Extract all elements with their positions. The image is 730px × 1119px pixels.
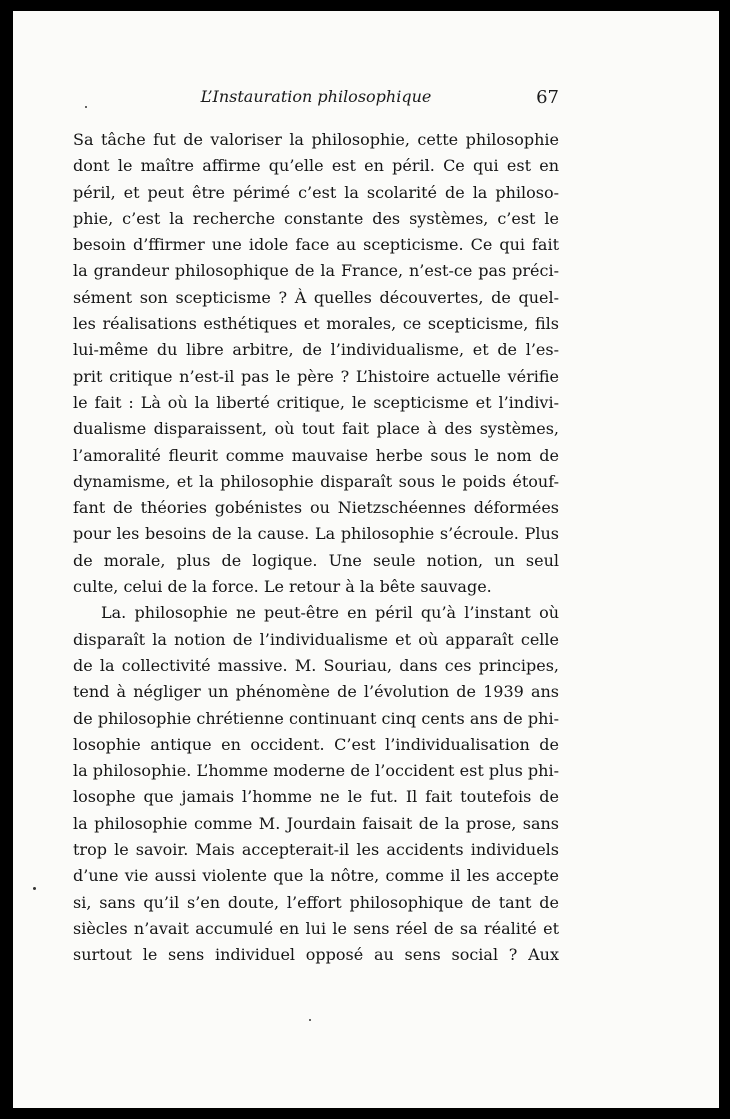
- paragraph-1: [73, 127, 559, 600]
- text-line: lui-même du libre arbitre, de l’individualisme, et de l’es-: [73, 340, 559, 360]
- text-line: culte, celui de la force. Le retour à la bête sauvage.: [73, 577, 492, 597]
- text-line: dont le maître affirme qu’elle est en péril. Ce qui est en: [73, 156, 559, 176]
- running-head: [73, 87, 559, 113]
- body-text: [73, 127, 559, 969]
- page-number: 67: [536, 87, 559, 108]
- text-line: le fait : Là où la liberté critique, le scepticisme et l’indivi-: [73, 392, 559, 412]
- text-line: Sa tâche fut de valoriser la philosophie, cette philosophie: [73, 130, 559, 149]
- text-line: dynamisme, et la philosophie disparaît sous le poids étouf-: [73, 471, 559, 491]
- text-line: besoin d’ffirmer une idole face au scepticisme. Ce qui fait: [73, 235, 559, 255]
- scan-speck: [85, 106, 87, 108]
- running-title: L’Instauration philosophique: [200, 87, 432, 106]
- text-line: tend à négliger un phénomène de l’évolution de 1939 ans: [73, 682, 559, 702]
- text-line: phie, c’est la recherche constante des systèmes, c’est le: [73, 208, 559, 228]
- text-line: surtout le sens individuel opposé au sens social ? Aux: [73, 945, 559, 965]
- text-line: siècles n’avait accumulé en lui le sens réel de sa réalité et: [73, 918, 559, 938]
- text-line: la philosophie comme M. Jourdain faisait de la prose, sans: [73, 813, 559, 833]
- text-line: de la collectivité massive. M. Souriau, dans ces principes,: [73, 655, 559, 675]
- text-line: de philosophie chrétienne continuant cinq cents ans de phi-: [73, 708, 559, 728]
- text-line: prit critique n’est-il pas le père ? L’histoire actuelle vérifie: [73, 366, 559, 386]
- text-line: trop le savoir. Mais accepterait-il les accidents individuels: [73, 840, 559, 860]
- scan-speck: [33, 887, 36, 890]
- text-line: la philosophie. L’homme moderne de l’occident est plus phi-: [73, 761, 559, 781]
- text-line: si, sans qu’il s’en doute, l’effort philosophique de tant de: [73, 892, 559, 912]
- text-line: l’amoralité fleurit comme mauvaise herbe sous le nom de: [73, 445, 559, 465]
- text-line: pour les besoins de la cause. La philosophie s’écroule. Plus: [73, 524, 559, 544]
- text-line: péril, et peut être périmé c’est la scolarité de la philoso-: [73, 182, 559, 202]
- text-line: la grandeur philosophique de la France, n’est-ce pas préci-: [73, 261, 559, 281]
- text-line: les réalisations esthétiques et morales, ce scepticisme, fils: [73, 314, 559, 334]
- text-line: disparaît la notion de l’individualisme et où apparaît celle: [73, 629, 559, 649]
- text-line: La. philosophie ne peut-être en péril qu’à l’instant où: [101, 603, 559, 623]
- book-page: [13, 11, 719, 1108]
- text-line: losophe que jamais l’homme ne le fut. Il fait toutefois de: [73, 787, 559, 807]
- text-line: de morale, plus de logique. Une seule notion, un seul: [73, 550, 559, 570]
- scan-speck: [309, 1019, 311, 1021]
- text-line: dualisme disparaissent, où tout fait place à des systèmes,: [73, 419, 559, 439]
- text-line: d’une vie aussi violente que la nôtre, comme il les accepte: [73, 866, 559, 886]
- text-line: sément son scepticisme ? À quelles découvertes, de quel-: [73, 287, 559, 307]
- paragraph-2: [73, 600, 559, 968]
- text-line: fant de théories gobénistes ou Nietzschéennes déformées: [73, 498, 559, 518]
- text-line: losophie antique en occident. C’est l’individualisation de: [73, 734, 559, 754]
